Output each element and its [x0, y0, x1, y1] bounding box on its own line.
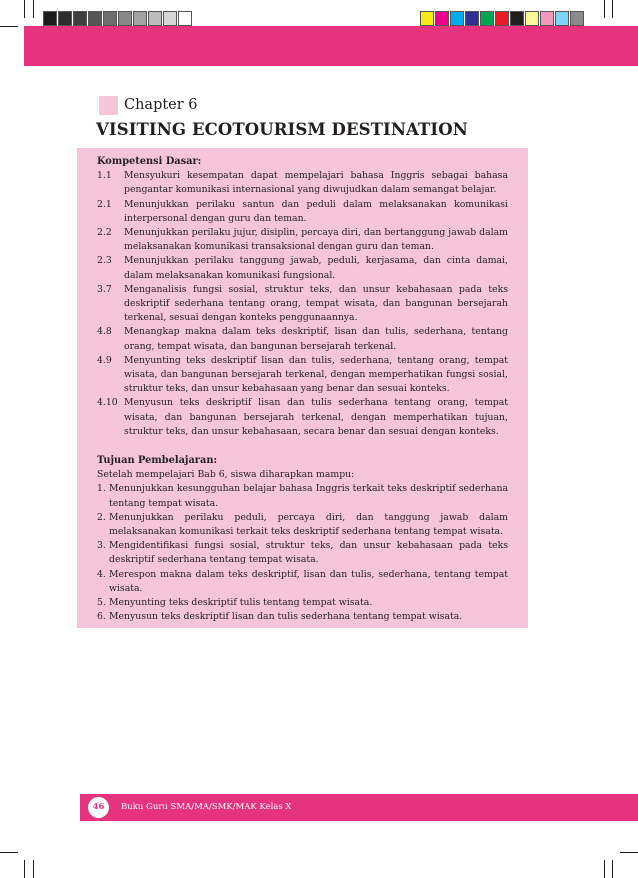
list-item: [97, 539, 508, 567]
list-item-text: Menyusun teks deskriptif lisan dan tulis sederhana tentang tempat wisata.: [109, 611, 463, 623]
list-item: [97, 226, 508, 254]
chapter-label: Chapter 6: [124, 97, 198, 113]
color-swatch: [450, 11, 464, 26]
list-item-number: 5.: [97, 597, 106, 609]
color-swatch: [148, 11, 162, 26]
list-item-number: 4.9: [97, 354, 112, 366]
color-swatch: [495, 11, 509, 26]
color-swatch: [133, 11, 147, 26]
list-item-number: 2.1: [97, 198, 112, 210]
color-swatch: [435, 11, 449, 26]
color-swatch: [420, 11, 434, 26]
list-item: [97, 254, 508, 282]
list-item: [97, 325, 508, 353]
crop-mark: [612, 860, 613, 878]
color-swatch: [73, 11, 87, 26]
list-item-text: Merespon makna dalam teks deskriptif, lisan dan tulis, sederhana, tentang tempat wisata.: [109, 568, 508, 594]
color-swatch: [555, 11, 569, 26]
list-item-number: 1.1: [97, 170, 112, 182]
list-item: [97, 596, 508, 610]
crop-mark: [620, 852, 638, 853]
list-item-number: 4.10: [97, 397, 118, 409]
list-item-number: 4.8: [97, 326, 112, 338]
color-swatch: [465, 11, 479, 26]
page-number: 46: [88, 797, 109, 818]
color-swatch: [103, 11, 117, 26]
color-swatch: [510, 11, 524, 26]
list-item-number: 6.: [97, 611, 106, 623]
process-color-bar: [420, 11, 585, 26]
list-item-number: 2.3: [97, 255, 112, 267]
crop-mark: [24, 860, 25, 878]
color-swatch: [43, 11, 57, 26]
list-item-number: 2.2: [97, 227, 112, 239]
tujuan-list: [97, 482, 508, 624]
crop-mark: [24, 0, 25, 18]
header-band: [24, 26, 638, 66]
tujuan-heading: Tujuan Pembelajaran:: [97, 455, 218, 467]
list-item: [97, 511, 508, 539]
registration-mark: [33, 860, 34, 878]
chapter-marker: [99, 96, 118, 115]
tujuan-intro: Setelah mempelajari Bab 6, siswa diharapkan mampu:: [97, 469, 355, 481]
list-item: [97, 169, 508, 197]
color-swatch: [480, 11, 494, 26]
competency-content: [97, 155, 508, 625]
list-item: [97, 396, 508, 439]
list-item-text: Menunjukkan perilaku peduli, percaya diri, dan tanggung jawab dalam melaksanakan komunikasi terkait teks deskriptif sederhana tentang tempat wisata.: [109, 511, 508, 538]
list-item-number: 3.: [97, 540, 106, 552]
color-swatch: [163, 11, 177, 26]
color-swatch: [525, 11, 539, 26]
chapter-title: VISITING ECOTOURISM DESTINATION: [96, 120, 468, 139]
list-item-number: 3.7: [97, 283, 112, 295]
list-item-text: Mensyukuri kesempatan dapat mempelajari bahasa Inggris sebagai bahasa pengantar komunikasi internasional yang diwujudkan dalam semangat belajar.: [124, 170, 508, 196]
list-item-number: 2.: [97, 511, 106, 523]
list-item-text: Mengidentifikasi fungsi sosial, struktur teks, dan unsur kebahasaan pada teks deskriptif sederhana tentang tempat wisata.: [109, 540, 508, 566]
color-swatch: [178, 11, 192, 26]
list-item-text: Menangkap makna dalam teks deskriptif, lisan dan tulis, sederhana, tentang orang, tempat wisata, dan bangunan bersejarah terkenal.: [124, 326, 508, 352]
kompetensi-heading: Kompetensi Dasar:: [97, 156, 202, 167]
color-swatch: [58, 11, 72, 26]
list-item: [97, 283, 508, 326]
list-item-text: Menganalisis fungsi sosial, struktur teks, dan unsur kebahasaan pada teks deskriptif sederhana tentang orang, tempat wisata, dan bangunan bersejarah terkenal, sesuai dengan konteks penggunaannya.: [124, 283, 508, 324]
list-item: [97, 568, 508, 596]
list-item-number: 1.: [97, 483, 106, 495]
footer-book-title: Buku Guru SMA/MA/SMK/MAK Kelas X: [121, 802, 292, 812]
color-swatch: [540, 11, 554, 26]
list-item: [97, 610, 508, 624]
list-item-text: Menunjukkan perilaku jujur, disiplin, percaya diri, dan bertanggung jawab dalam melaksanakan komunikasi transaksional dengan guru dan teman.: [124, 227, 508, 253]
list-item: [97, 354, 508, 397]
list-item-text: Menunjukkan kesungguhan belajar bahasa Inggris terkait teks deskriptif sederhana tentang tempat wisata.: [109, 483, 508, 509]
registration-mark: [604, 860, 605, 878]
list-item-text: Menunjukkan perilaku santun dan peduli dalam melaksanakan komunikasi interpersonal dengan guru dan teman.: [124, 198, 508, 224]
list-item-text: Menunjukkan perilaku tanggung jawab, peduli, kerjasama, dan cinta damai, dalam melaksanakan komunikasi fungsional.: [124, 255, 508, 281]
crop-mark: [0, 26, 18, 27]
list-item-text: Menyunting teks deskriptif lisan dan tulis, sederhana, tentang orang, tempat wisata, dan bangunan bersejarah terkenal, dengan memperhatikan fungsi sosial, struktur teks, dan unsur kebahasaan yang benar dan sesuai konteks.: [124, 354, 508, 395]
kompetensi-list: [97, 169, 508, 439]
crop-mark: [612, 0, 613, 18]
list-item-text: Menyusun teks deskriptif lisan dan tulis sederhana tentang orang, tempat wisata, dan bangunan bersejarah terkenal, dengan memperhatikan tujuan, struktur teks, dan unsur kebahasaan, secara benar dan sesuai dengan konteks.: [124, 397, 508, 437]
crop-mark: [0, 852, 18, 853]
registration-mark: [604, 0, 605, 18]
list-item: [97, 198, 508, 226]
list-item-text: Menyunting teks deskriptif tulis tentang tempat wisata.: [109, 597, 373, 609]
color-swatch: [88, 11, 102, 26]
list-item: [97, 482, 508, 510]
color-swatch: [570, 11, 584, 26]
registration-mark: [33, 0, 34, 18]
grayscale-color-bar: [43, 11, 193, 26]
list-item-number: 4.: [97, 568, 106, 580]
color-swatch: [118, 11, 132, 26]
